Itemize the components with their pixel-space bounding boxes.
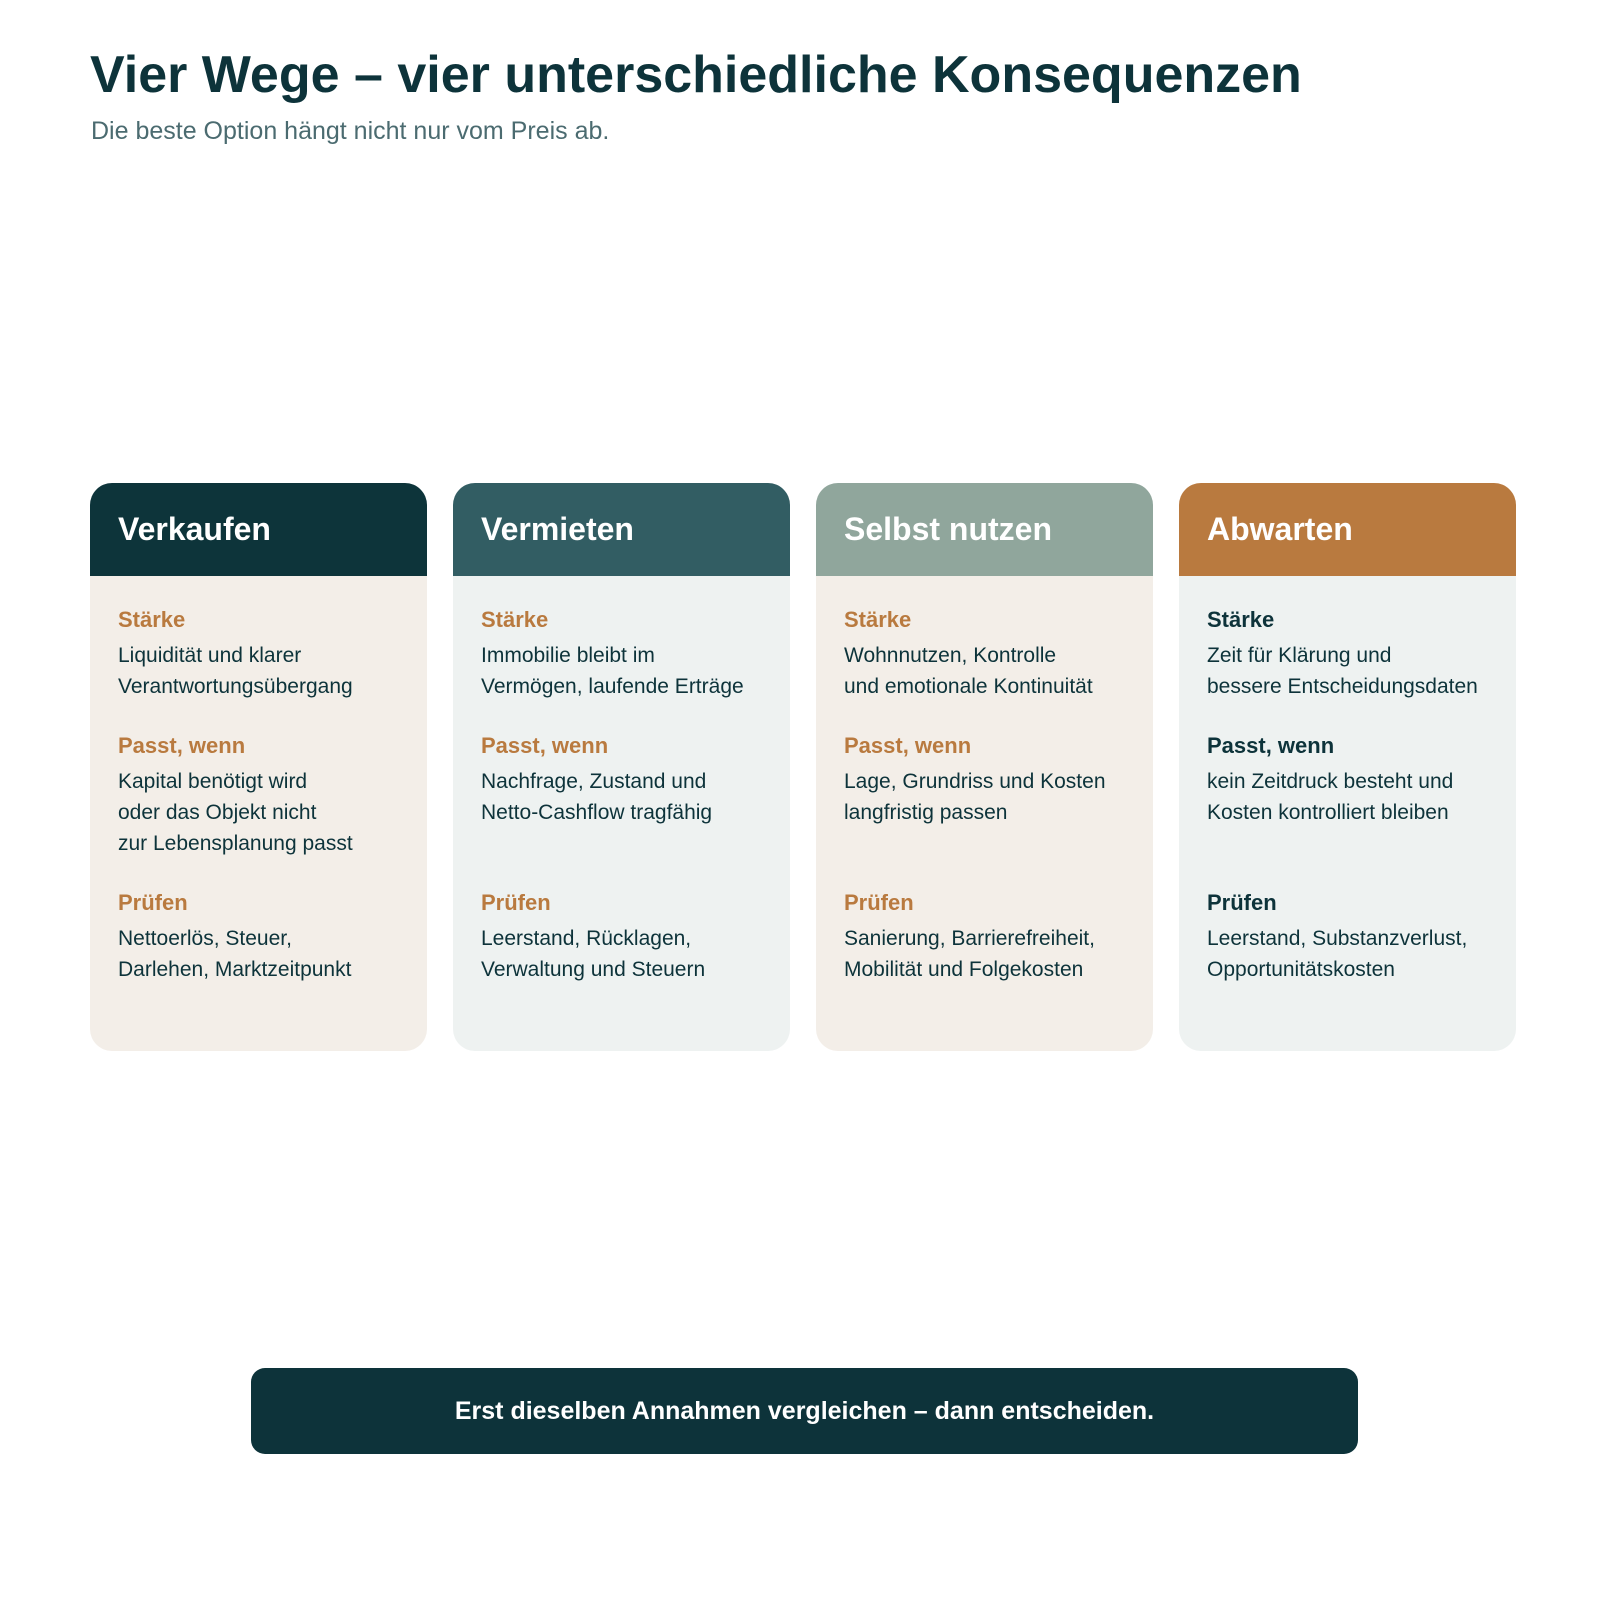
card-vermieten bbox=[453, 483, 790, 1051]
card-title: Abwarten bbox=[1179, 483, 1516, 576]
section-pruefen bbox=[481, 887, 766, 985]
page-title: Vier Wege – vier unterschiedliche Konsequenzen bbox=[90, 46, 1302, 104]
section-passt-wenn bbox=[481, 730, 766, 887]
card-title: Verkaufen bbox=[90, 483, 427, 576]
section-text: Lage, Grundriss und Kosten langfristig passen bbox=[844, 770, 1106, 824]
card-title: Selbst nutzen bbox=[816, 483, 1153, 576]
section-pruefen bbox=[118, 887, 403, 985]
section-text: Leerstand, Rücklagen, Verwaltung und Steuern bbox=[481, 927, 706, 981]
section-label: Stärke bbox=[1207, 607, 1275, 632]
card-body bbox=[453, 576, 790, 1051]
section-label: Prüfen bbox=[481, 890, 551, 915]
section-label: Passt, wenn bbox=[844, 733, 972, 758]
section-passt-wenn bbox=[1207, 730, 1492, 887]
section-label: Stärke bbox=[118, 607, 186, 632]
section-label: Passt, wenn bbox=[1207, 733, 1335, 758]
card-body bbox=[90, 576, 427, 1051]
section-pruefen bbox=[844, 887, 1129, 985]
section-text: Zeit für Klärung und bessere Entscheidungsdaten bbox=[1207, 644, 1478, 698]
card-body bbox=[816, 576, 1153, 1051]
card-body bbox=[1179, 576, 1516, 1051]
section-staerke bbox=[844, 604, 1129, 730]
section-label: Prüfen bbox=[118, 890, 188, 915]
card-verkaufen bbox=[90, 483, 427, 1051]
section-pruefen bbox=[1207, 887, 1492, 985]
conclusion-banner: Erst dieselben Annahmen vergleichen – dann entscheiden. bbox=[251, 1368, 1358, 1454]
section-label: Prüfen bbox=[1207, 890, 1277, 915]
card-selbst-nutzen bbox=[816, 483, 1153, 1051]
section-text: Wohnnutzen, Kontrolle und emotionale Kontinuität bbox=[844, 644, 1093, 698]
section-text: Kapital benötigt wird oder das Objekt nicht zur Lebensplanung passt bbox=[118, 770, 353, 855]
page-subtitle: Die beste Option hängt nicht nur vom Preis ab. bbox=[91, 117, 610, 145]
section-text: kein Zeitdruck besteht und Kosten kontrolliert bleiben bbox=[1207, 770, 1454, 824]
section-text: Liquidität und klarer Verantwortungsübergang bbox=[118, 644, 353, 698]
section-label: Prüfen bbox=[844, 890, 914, 915]
card-abwarten bbox=[1179, 483, 1516, 1051]
section-passt-wenn bbox=[118, 730, 403, 887]
section-staerke bbox=[1207, 604, 1492, 730]
section-label: Stärke bbox=[844, 607, 912, 632]
section-text: Nachfrage, Zustand und Netto-Cashflow tragfähig bbox=[481, 770, 713, 824]
option-cards bbox=[90, 483, 1516, 1051]
section-text: Leerstand, Substanzverlust, Opportunitätskosten bbox=[1207, 927, 1468, 981]
section-text: Immobilie bleibt im Vermögen, laufende Erträge bbox=[481, 644, 744, 698]
card-title: Vermieten bbox=[453, 483, 790, 576]
section-passt-wenn bbox=[844, 730, 1129, 887]
section-label: Passt, wenn bbox=[118, 733, 246, 758]
section-text: Sanierung, Barrierefreiheit, Mobilität und Folgekosten bbox=[844, 927, 1095, 981]
section-text: Nettoerlös, Steuer, Darlehen, Marktzeitpunkt bbox=[118, 927, 352, 981]
section-staerke bbox=[481, 604, 766, 730]
section-staerke bbox=[118, 604, 403, 730]
section-label: Stärke bbox=[481, 607, 549, 632]
section-label: Passt, wenn bbox=[481, 733, 609, 758]
